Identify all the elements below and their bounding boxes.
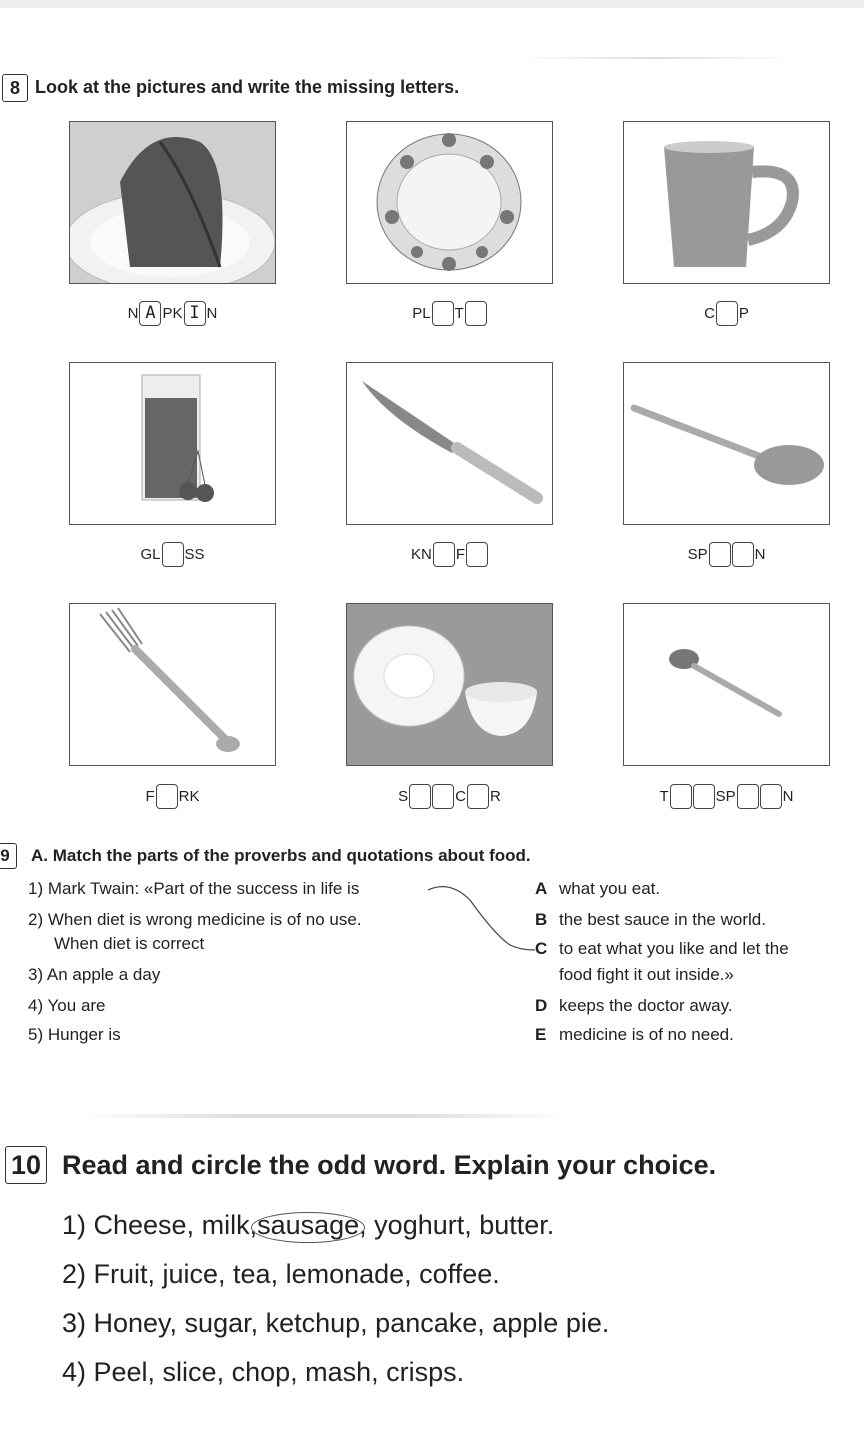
match-left-2: 2) When diet is wrong medicine is of no use. xyxy=(28,910,362,929)
word-puzzle-plate xyxy=(346,301,553,326)
match-left-3: 3) An apple a day xyxy=(28,965,161,984)
divider xyxy=(520,57,790,59)
exercise-9-number: 9 xyxy=(0,843,17,869)
match-left-5: 5) Hunger is xyxy=(28,1025,121,1044)
match-right-c-cont: food fight it out inside.» xyxy=(559,965,734,984)
glass-picture xyxy=(69,362,276,525)
letter-box[interactable] xyxy=(760,784,782,809)
letter-box[interactable]: I xyxy=(184,301,206,326)
odd-word-item xyxy=(62,1210,554,1241)
letters: N xyxy=(754,546,766,563)
letters: P xyxy=(738,305,749,322)
letters: T xyxy=(454,305,464,322)
letters: S xyxy=(398,788,409,805)
match-right-c: C to eat what you like and let the xyxy=(535,939,789,958)
word-puzzle-teaspoon xyxy=(623,784,830,809)
letters: F xyxy=(145,788,155,805)
item-text: 4) Peel, slice, chop, mash, crisps. xyxy=(62,1357,465,1387)
letters: T xyxy=(659,788,669,805)
letters: RK xyxy=(178,788,200,805)
word-puzzle-knife xyxy=(346,542,553,567)
fork-picture xyxy=(69,603,276,766)
letter-box[interactable] xyxy=(709,542,731,567)
letter-box[interactable] xyxy=(693,784,715,809)
letters: C xyxy=(704,305,715,322)
match-right-a: A what you eat. xyxy=(535,879,661,898)
letters: N xyxy=(206,305,218,322)
match-line xyxy=(420,880,540,960)
word-puzzle-fork xyxy=(69,784,276,809)
word-puzzle-saucer xyxy=(346,784,553,809)
letters: SS xyxy=(184,546,205,563)
letters: N xyxy=(127,305,139,322)
napkin-picture xyxy=(69,121,276,284)
match-left-2-cont: When diet is correct xyxy=(54,934,205,953)
letter-box[interactable] xyxy=(409,784,431,809)
letter-box[interactable] xyxy=(465,301,487,326)
word-puzzle-cup xyxy=(623,301,830,326)
letters: SP xyxy=(687,546,708,563)
letters: R xyxy=(490,788,501,805)
odd-word-item xyxy=(62,1308,609,1339)
letter-box[interactable] xyxy=(732,542,754,567)
word-puzzle-spoon xyxy=(623,542,830,567)
item-text: 1) Cheese, milk, xyxy=(62,1210,258,1240)
item-text: , yoghurt, butter. xyxy=(359,1210,555,1240)
letters: F xyxy=(455,546,465,563)
exercise-10-title: Read and circle the odd word. Explain your choice. xyxy=(62,1150,717,1180)
odd-word-item xyxy=(62,1357,464,1388)
letter-box[interactable] xyxy=(162,542,184,567)
letter-box[interactable] xyxy=(670,784,692,809)
exercise-10-number: 10 xyxy=(5,1146,47,1184)
match-right-e: E medicine is of no need. xyxy=(535,1025,734,1044)
letter-box[interactable] xyxy=(716,301,738,326)
letters: C xyxy=(455,788,466,805)
match-right-b: B the best sauce in the world. xyxy=(535,910,766,929)
letter-box[interactable] xyxy=(156,784,178,809)
letters: PL xyxy=(412,305,431,322)
exercise-9-title: A. Match the parts of the proverbs and quotations about food. xyxy=(31,846,531,865)
letter-box[interactable] xyxy=(432,301,454,326)
match-left-4: 4) You are xyxy=(28,996,106,1015)
item-text: 2) Fruit, juice, tea, lemonade, coffee. xyxy=(62,1259,500,1289)
teaspoon-picture xyxy=(623,603,830,766)
letter-box[interactable] xyxy=(433,542,455,567)
exercise-8-title: Look at the pictures and write the missing letters. xyxy=(35,77,460,97)
word-puzzle-glass xyxy=(69,542,276,567)
letters: GL xyxy=(140,546,161,563)
circled-word[interactable]: sausage xyxy=(257,1210,360,1240)
letters: KN xyxy=(410,546,432,563)
exercise-8-number: 8 xyxy=(2,74,28,102)
word-puzzle-napkin xyxy=(69,301,276,326)
spoon-picture xyxy=(623,362,830,525)
letter-box[interactable] xyxy=(432,784,454,809)
match-right-d: D keeps the doctor away. xyxy=(535,996,733,1015)
knife-picture xyxy=(346,362,553,525)
letter-box[interactable] xyxy=(737,784,759,809)
item-text: 3) Honey, sugar, ketchup, pancake, apple pie. xyxy=(62,1308,610,1338)
letters: N xyxy=(782,788,794,805)
letter-box[interactable] xyxy=(466,542,488,567)
plate-picture xyxy=(346,121,553,284)
odd-word-item xyxy=(62,1259,500,1290)
letters: SP xyxy=(715,788,736,805)
divider xyxy=(80,1114,570,1118)
cup-picture xyxy=(623,121,830,284)
letter-box[interactable] xyxy=(467,784,489,809)
match-left-1: 1) Mark Twain: «Part of the success in life is xyxy=(28,879,360,898)
top-bar xyxy=(0,0,864,8)
letter-box[interactable]: A xyxy=(139,301,161,326)
letters: PK xyxy=(162,305,183,322)
saucer-picture xyxy=(346,603,553,766)
